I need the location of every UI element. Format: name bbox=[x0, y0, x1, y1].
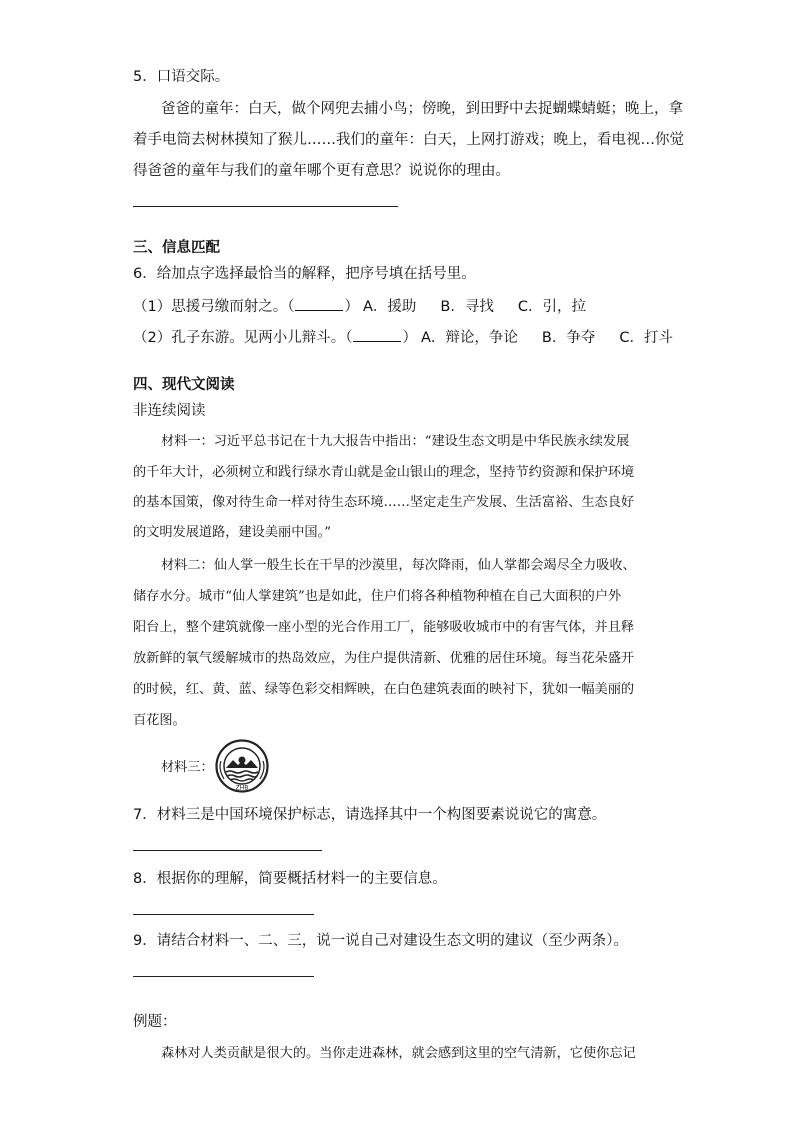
q8-text: 8．根据你的理解，简要概括材料一的主要信息。 bbox=[133, 871, 447, 887]
q6-item-1-option-b: B．寻找 bbox=[440, 299, 494, 315]
material2-line-6: 百花图。 bbox=[133, 713, 186, 728]
material1-line-4: 的文明发展道路，建设美丽中国。” bbox=[133, 525, 331, 540]
q6-item-1-blank[interactable] bbox=[295, 296, 343, 311]
q5-line-3: 得爸爸的童年与我们的童年哪个更有意思？说说你的理由。 bbox=[133, 163, 510, 179]
material2-line-1: 材料二：仙人掌一般生长在干旱的沙漠里，每次降雨，仙人掌都会竭尽全力吸收、 bbox=[161, 558, 636, 573]
q6-item-1-suffix: ） bbox=[344, 299, 359, 315]
q6-item-2-option-b: B．争夺 bbox=[541, 330, 596, 346]
logo-text: ZHB bbox=[235, 784, 249, 792]
q6-item-2-option-c: C．打斗 bbox=[619, 330, 673, 346]
q6-item-1-option-a: A．援助 bbox=[362, 299, 417, 315]
q6-item-1 bbox=[133, 296, 586, 317]
environment-protection-logo bbox=[215, 739, 269, 793]
example-line-1: 森林对人类贡献是很大的。当你走进森林，就会感到这里的空气清新，它使你忘记 bbox=[161, 1046, 636, 1061]
section4-title: 四、现代文阅读 bbox=[133, 377, 235, 393]
q6-item-2-option-a: A．辩论，争论 bbox=[420, 330, 518, 346]
q9-answer-line[interactable] bbox=[133, 976, 314, 977]
material2-line-4: 放新鲜的氧气缓解城市的热岛效应，为住户提供清新、优雅的居住环境。每当花朵盛开 bbox=[133, 651, 635, 666]
q7-text: 7．材料三是中国环境保护标志，请选择其中一个构图要素说说它的寓意。 bbox=[133, 807, 607, 823]
material1-line-3: 的基本国策，像对待生命一样对待生态环境……坚定走生产发展、生活富裕、生态良好 bbox=[133, 495, 635, 510]
q6-item-2-prefix: （2）孔子东游。见两小儿辩斗。（ bbox=[133, 330, 353, 346]
q6-item-2-suffix: ） bbox=[402, 330, 417, 346]
material3-label: 材料三： bbox=[161, 760, 214, 775]
q6-title: 6．给加点字选择最恰当的解释，把序号填在括号里。 bbox=[133, 266, 476, 282]
material1-line-2: 的千年大计，必须树立和践行绿水青山就是金山银山的理念，坚持节约资源和保护环境 bbox=[133, 465, 635, 480]
q6-item-1-option-c: C．引，拉 bbox=[517, 299, 586, 315]
material1-line-1: 材料一：习近平总书记在十九大报告中指出：“建设生态文明是中华民族永续发展 bbox=[161, 434, 630, 449]
q5-line-2: 着手电筒去树林摸知了猴儿……我们的童年：白天，上网打游戏；晚上，看电视…你觉 bbox=[133, 132, 684, 148]
section4-subtitle: 非连续阅读 bbox=[133, 403, 206, 419]
material2-line-3: 阳台上，整个建筑就像一座小型的光合作用工厂，能够吸收城市中的有害气体，并且释 bbox=[133, 620, 635, 635]
material2-line-5: 的时候，红、黄、蓝、绿等色彩交相辉映，在白色建筑表面的映衬下，犹如一幅美丽的 bbox=[133, 682, 635, 697]
q8-answer-line[interactable] bbox=[133, 914, 314, 915]
section3-title: 三、信息匹配 bbox=[133, 240, 220, 256]
q6-item-2-blank[interactable] bbox=[353, 327, 401, 342]
example-title: 例题： bbox=[133, 1014, 177, 1030]
material2-line-2: 储存水分。城市“仙人掌建筑”也是如此，住户们将各种植物种植在自己大面积的户外 bbox=[133, 589, 622, 604]
q6-item-2 bbox=[133, 327, 673, 348]
q9-text: 9．请结合材料一、二、三，说一说自己对建设生态文明的建议（至少两条）。 bbox=[133, 933, 628, 949]
q7-answer-line[interactable] bbox=[133, 850, 322, 851]
q6-item-1-prefix: （1）思援弓缴而射之。（ bbox=[133, 299, 295, 315]
q5-answer-line[interactable] bbox=[133, 206, 398, 207]
q5-title: 5．口语交际。 bbox=[133, 69, 230, 85]
q5-line-1: 爸爸的童年：白天，做个网兜去捕小鸟；傍晚，到田野中去捉蝴蝶蜻蜓；晚上，拿 bbox=[161, 101, 683, 117]
